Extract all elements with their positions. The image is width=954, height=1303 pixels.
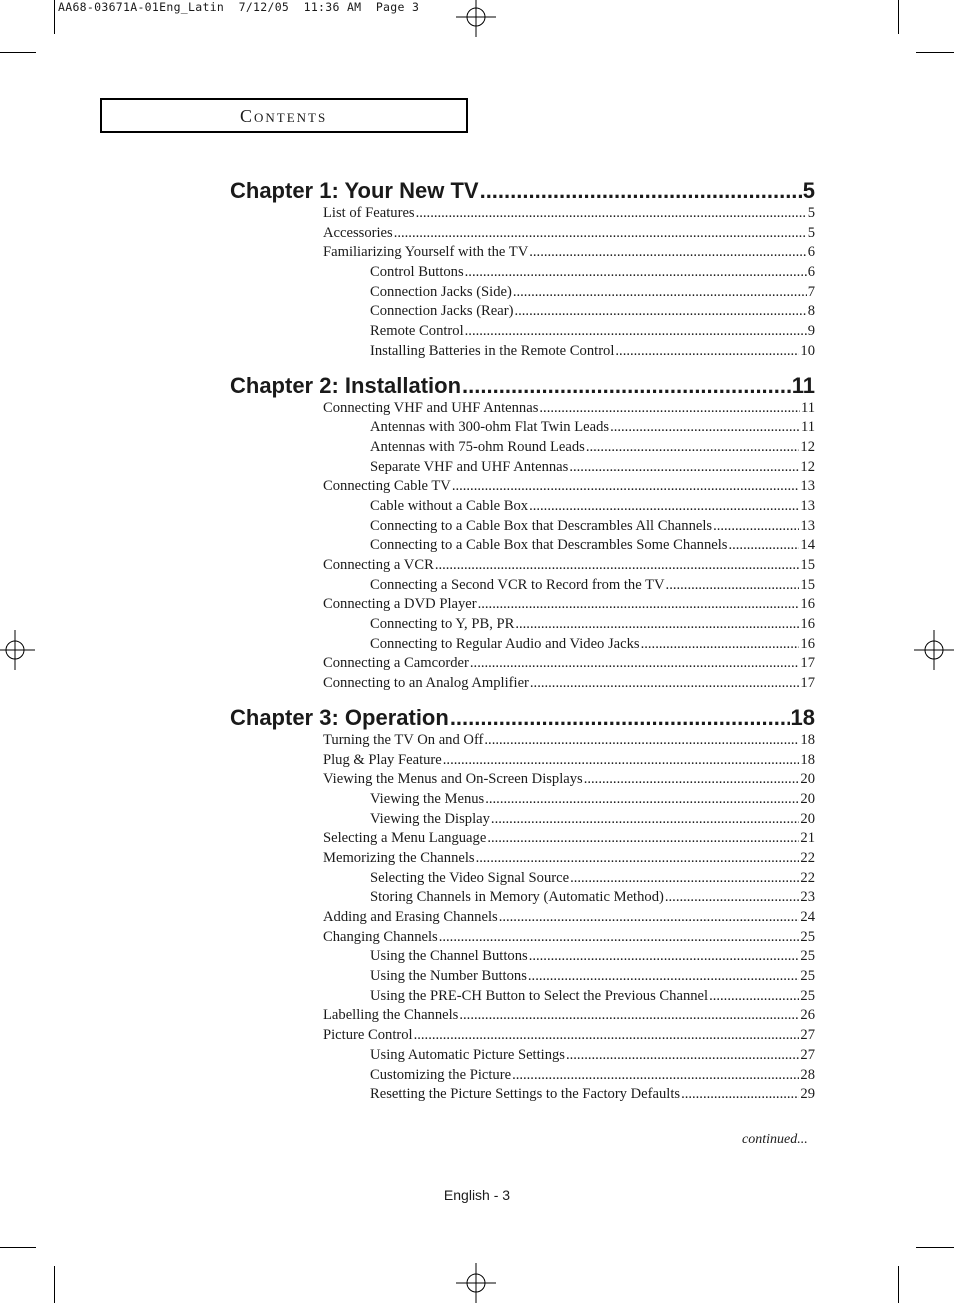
toc-subentry[interactable]: Connecting to a Cable Box that Descrambles Some Channels ..... 14 [230, 536, 815, 556]
toc-subentry[interactable]: Installing Batteries in the Remote Control ..... 10 [230, 342, 815, 362]
toc-subentry[interactable]: Viewing the Menus ..... 20 [230, 790, 815, 810]
crop-mark [916, 1247, 954, 1248]
toc-entry[interactable]: Connecting a Camcorder ..... 17 [230, 654, 815, 674]
toc-entry[interactable]: Viewing the Menus and On-Screen Displays ..... 20 [230, 770, 815, 790]
toc-subentry[interactable]: Antennas with 75-ohm Round Leads ..... 12 [230, 438, 815, 458]
toc-entry[interactable]: Accessories ..... 5 [230, 224, 815, 244]
toc-entry[interactable]: Familiarizing Yourself with the TV ..... 6 [230, 243, 815, 263]
toc-entry[interactable]: Memorizing the Channels ..... 22 [230, 849, 815, 869]
crop-mark [0, 52, 36, 53]
continued-note: continued... [742, 1132, 808, 1147]
toc-subentry[interactable]: Selecting the Video Signal Source ..... 22 [230, 869, 815, 889]
toc-entry[interactable]: Changing Channels ..... 25 [230, 928, 815, 948]
toc-subentry[interactable]: Control Buttons ..... 6 [230, 263, 815, 283]
toc-subentry[interactable]: Antennas with 300-ohm Flat Twin Leads ..... 11 [230, 418, 815, 438]
toc-entry[interactable]: Connecting to an Analog Amplifier ..... 17 [230, 674, 815, 694]
registration-mark-icon [456, 1263, 496, 1303]
crop-mark [898, 0, 899, 34]
toc-subentry[interactable]: Connection Jacks (Rear) ..... 8 [230, 302, 815, 322]
crop-mark [54, 0, 55, 34]
table-of-contents [230, 178, 815, 1105]
crop-mark [54, 1266, 55, 1303]
toc-subentry[interactable]: Resetting the Picture Settings to the Factory Defaults ..... 29 [230, 1085, 815, 1105]
toc-subentry[interactable]: Viewing the Display ..... 20 [230, 810, 815, 830]
toc-subentry[interactable]: Customizing the Picture ..... 28 [230, 1066, 815, 1086]
toc-subentry[interactable]: Using the Channel Buttons ..... 25 [230, 947, 815, 967]
toc-entry[interactable]: Connecting Cable TV ..... 13 [230, 477, 815, 497]
toc-entry[interactable]: Connecting VHF and UHF Antennas ..... 11 [230, 399, 815, 419]
toc-subentry[interactable]: Connecting to Y, PB, PR ..... 16 [230, 615, 815, 635]
toc-subentry[interactable]: Connecting a Second VCR to Record from the TV ..... 15 [230, 576, 815, 596]
chapter-heading[interactable]: Chapter 3: Operation ..... 18 [230, 705, 815, 731]
crop-mark [916, 52, 954, 53]
toc-subentry[interactable]: Connection Jacks (Side) ..... 7 [230, 283, 815, 303]
toc-entry[interactable]: List of Features ..... 5 [230, 204, 815, 224]
toc-entry[interactable]: Connecting a DVD Player ..... 16 [230, 595, 815, 615]
contents-header-box [100, 98, 468, 133]
registration-mark-icon [0, 630, 35, 670]
toc-subentry[interactable]: Using Automatic Picture Settings ..... 27 [230, 1046, 815, 1066]
print-slug: AA68-03671A-01Eng_Latin 7/12/05 11:36 AM Page 3 [58, 0, 420, 14]
toc-subentry[interactable]: Storing Channels in Memory (Automatic Method) ..... 23 [230, 888, 815, 908]
chapter-heading[interactable]: Chapter 1: Your New TV ..... 5 [230, 178, 815, 204]
toc-entry[interactable]: Selecting a Menu Language ..... 21 [230, 829, 815, 849]
toc-entry[interactable]: Plug & Play Feature ..... 18 [230, 751, 815, 771]
toc-entry[interactable]: Labelling the Channels ..... 26 [230, 1006, 815, 1026]
registration-mark-icon [914, 630, 954, 670]
toc-subentry[interactable]: Connecting to a Cable Box that Descrambles All Channels ..... 13 [230, 517, 815, 537]
toc-entry[interactable]: Connecting a VCR ..... 15 [230, 556, 815, 576]
toc-entry[interactable]: Picture Control ..... 27 [230, 1026, 815, 1046]
toc-entry[interactable]: Turning the TV On and Off ..... 18 [230, 731, 815, 751]
page-footer: English - 3 [443, 1187, 511, 1203]
toc-subentry[interactable]: Remote Control ..... 9 [230, 322, 815, 342]
toc-subentry[interactable]: Using the Number Buttons ..... 25 [230, 967, 815, 987]
crop-mark [898, 1266, 899, 1303]
contents-heading: Contents [240, 106, 328, 126]
crop-mark [0, 1247, 36, 1248]
toc-subentry[interactable]: Cable without a Cable Box ..... 13 [230, 497, 815, 517]
toc-subentry[interactable]: Using the PRE-CH Button to Select the Previous Channel ..... 25 [230, 987, 815, 1007]
toc-entry[interactable]: Adding and Erasing Channels ..... 24 [230, 908, 815, 928]
registration-mark-icon [456, 0, 496, 37]
chapter-heading[interactable]: Chapter 2: Installation ..... 11 [230, 373, 815, 399]
toc-subentry[interactable]: Separate VHF and UHF Antennas ..... 12 [230, 458, 815, 478]
toc-subentry[interactable]: Connecting to Regular Audio and Video Jacks ..... 16 [230, 635, 815, 655]
